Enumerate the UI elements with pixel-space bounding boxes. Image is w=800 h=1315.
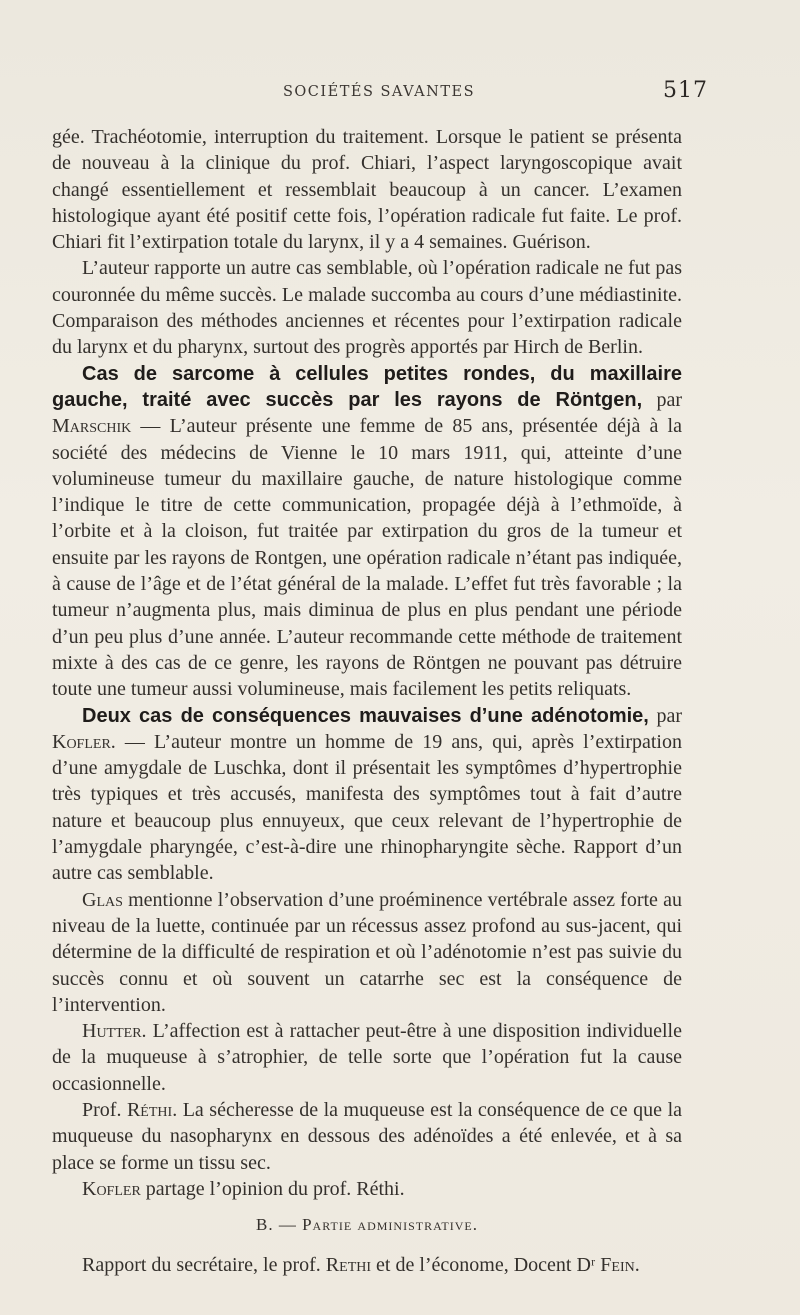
paragraph-adenotomie (52, 703, 682, 887)
author-marschik: Marschik (52, 415, 132, 438)
speaker-kofler: Kofler (82, 1177, 141, 1200)
paragraph-hutter (52, 1018, 682, 1097)
paragraph-sarcome-text: — L’auteur présente une femme de 85 ans, présentée déjà à la société des médecins de Vienne le 10 mars 1911, qui, atteinte d’une volumineuse tumeur du maxillaire gauche, de nature histologique comme l’indique le titre de cette communication, propagée déjà à l’ethmoïde, à l’orbite et à la cloison, fut traitée par extirpation du gros de la tumeur et ensuite par les rayons de Rontgen, une opération radicale n’étant pas indiquée, à cause de l’âge et de l’état général de la malade. L’effet fut très favorable ; la tumeur n’augmenta plus, mais diminua de plus en plus pendant une période d’un peu plus d’une année. L’auteur recommande cette méthode de traitement mixte à des cas de ce genre, les rayons de Röntgen ne pouvant pas détruire toute une tumeur aussi volumineuse, mais facilement les petits reliquats. (52, 415, 682, 701)
communication-title-adenotomie: Deux cas de conséquences mauvaises d’une adénotomie, (82, 704, 649, 727)
paragraph-glas-text: mentionne l’observation d’une proéminence vertébrale assez forte au niveau de la luette, continuée par un récessus assez profond au sus-jacent, qui détermine de la difficulté de respiration et où l’adénotomie n’est pas suivie du succès connu et où souvent un catarrhe sec est la conséquence de l’intervention. (52, 888, 682, 1016)
name-fein: Fein (600, 1254, 635, 1277)
paragraph-second-case: L’auteur rapporte un autre cas semblable, où l’opération radicale ne fut pas couronnée du même succès. Le malade succomba au cours d’une médiastinite. Comparaison des méthodes anciennes et récentes pour l’extirpation radicale du larynx et du pharynx, surtout des progrès apportés par Hirch de Berlin. (52, 257, 682, 359)
report-text-2: et de l’économe, Docent (371, 1254, 577, 1277)
page-header (50, 76, 708, 112)
by-word: par (642, 388, 682, 411)
paragraph-adenotomie-text: . — L’auteur montre un homme de 19 ans, qui, après l’extirpation d’une amygdale de Luschka, dont il présentait les symptômes d’hypertrophie très typiques et très accusés, manifesta des symptômes tout à fait d’autre nature et beaucoup plus ennuyeux, que ceux relevant de l’hypertrophie de l’amygdale pharyngée, c’est-à-dire une rhinopharyngite sèche. Rapport d’un autre cas semblable. (52, 730, 682, 885)
paragraph-hutter-text: . L’affection est à rattacher peut-être à une disposition individuelle de la muqueuse à s’atrophier, de telle sorte que l’opération fut la cause occasionnelle. (52, 1020, 682, 1095)
page-number: 517 (663, 78, 708, 103)
prof-prefix: Prof. (82, 1098, 127, 1121)
body-text (52, 124, 682, 1279)
section-prefix: B. — (256, 1215, 303, 1235)
running-title: SOCIÉTÉS SAVANTES (282, 84, 476, 100)
speaker-rethi: Réthi (126, 1098, 173, 1121)
paragraph-kofler-text: partage l’opinion du prof. Réthi. (140, 1177, 405, 1200)
author-kofler: Kofler (52, 730, 111, 753)
paragraph-report (52, 1252, 682, 1278)
paragraph-rethi (52, 1097, 682, 1176)
section-heading (52, 1212, 682, 1238)
speaker-glas: Glas (82, 888, 123, 911)
doctor-abbrev: Dʳ (576, 1254, 596, 1277)
report-text-3: . (634, 1254, 640, 1277)
by-word: par (648, 704, 682, 727)
speaker-hutter: Hutter (82, 1020, 142, 1043)
paragraph-continuation: gée. Trachéotomie, interruption du traitement. Lorsque le patient se présenta de nouveau à la clinique du prof. Chiari, l’aspect laryngoscopique avait changé essentiellement et ressemblait beaucoup à un cancer. L’examen histologique ayant été positif cette fois, l’opération radicale fut faite. Le prof. Chiari fit l’extirpation totale du larynx, il y a 4 semaines. Guérison. (52, 126, 682, 254)
communication-title-sarcome: Cas de sarcome à cellules petites rondes, du maxillaire gauche, traité avec succès par les rayons de Röntgen, (52, 362, 682, 411)
report-text-1: Rapport du secrétaire, le prof. (82, 1254, 326, 1277)
paragraph-rethi-text: . La sécheresse de la muqueuse est la conséquence de ce que la muqueuse du nasopharynx en dessous des adénoïdes a été enlevée, et à sa place se forme un tissu sec. (52, 1098, 682, 1174)
paragraph-sarcome (52, 361, 682, 703)
paragraph-kofler (52, 1176, 682, 1202)
section-title: Partie administrative. (302, 1215, 478, 1235)
name-rethi: Rethi (325, 1254, 372, 1277)
paragraph-glas (52, 887, 682, 1018)
